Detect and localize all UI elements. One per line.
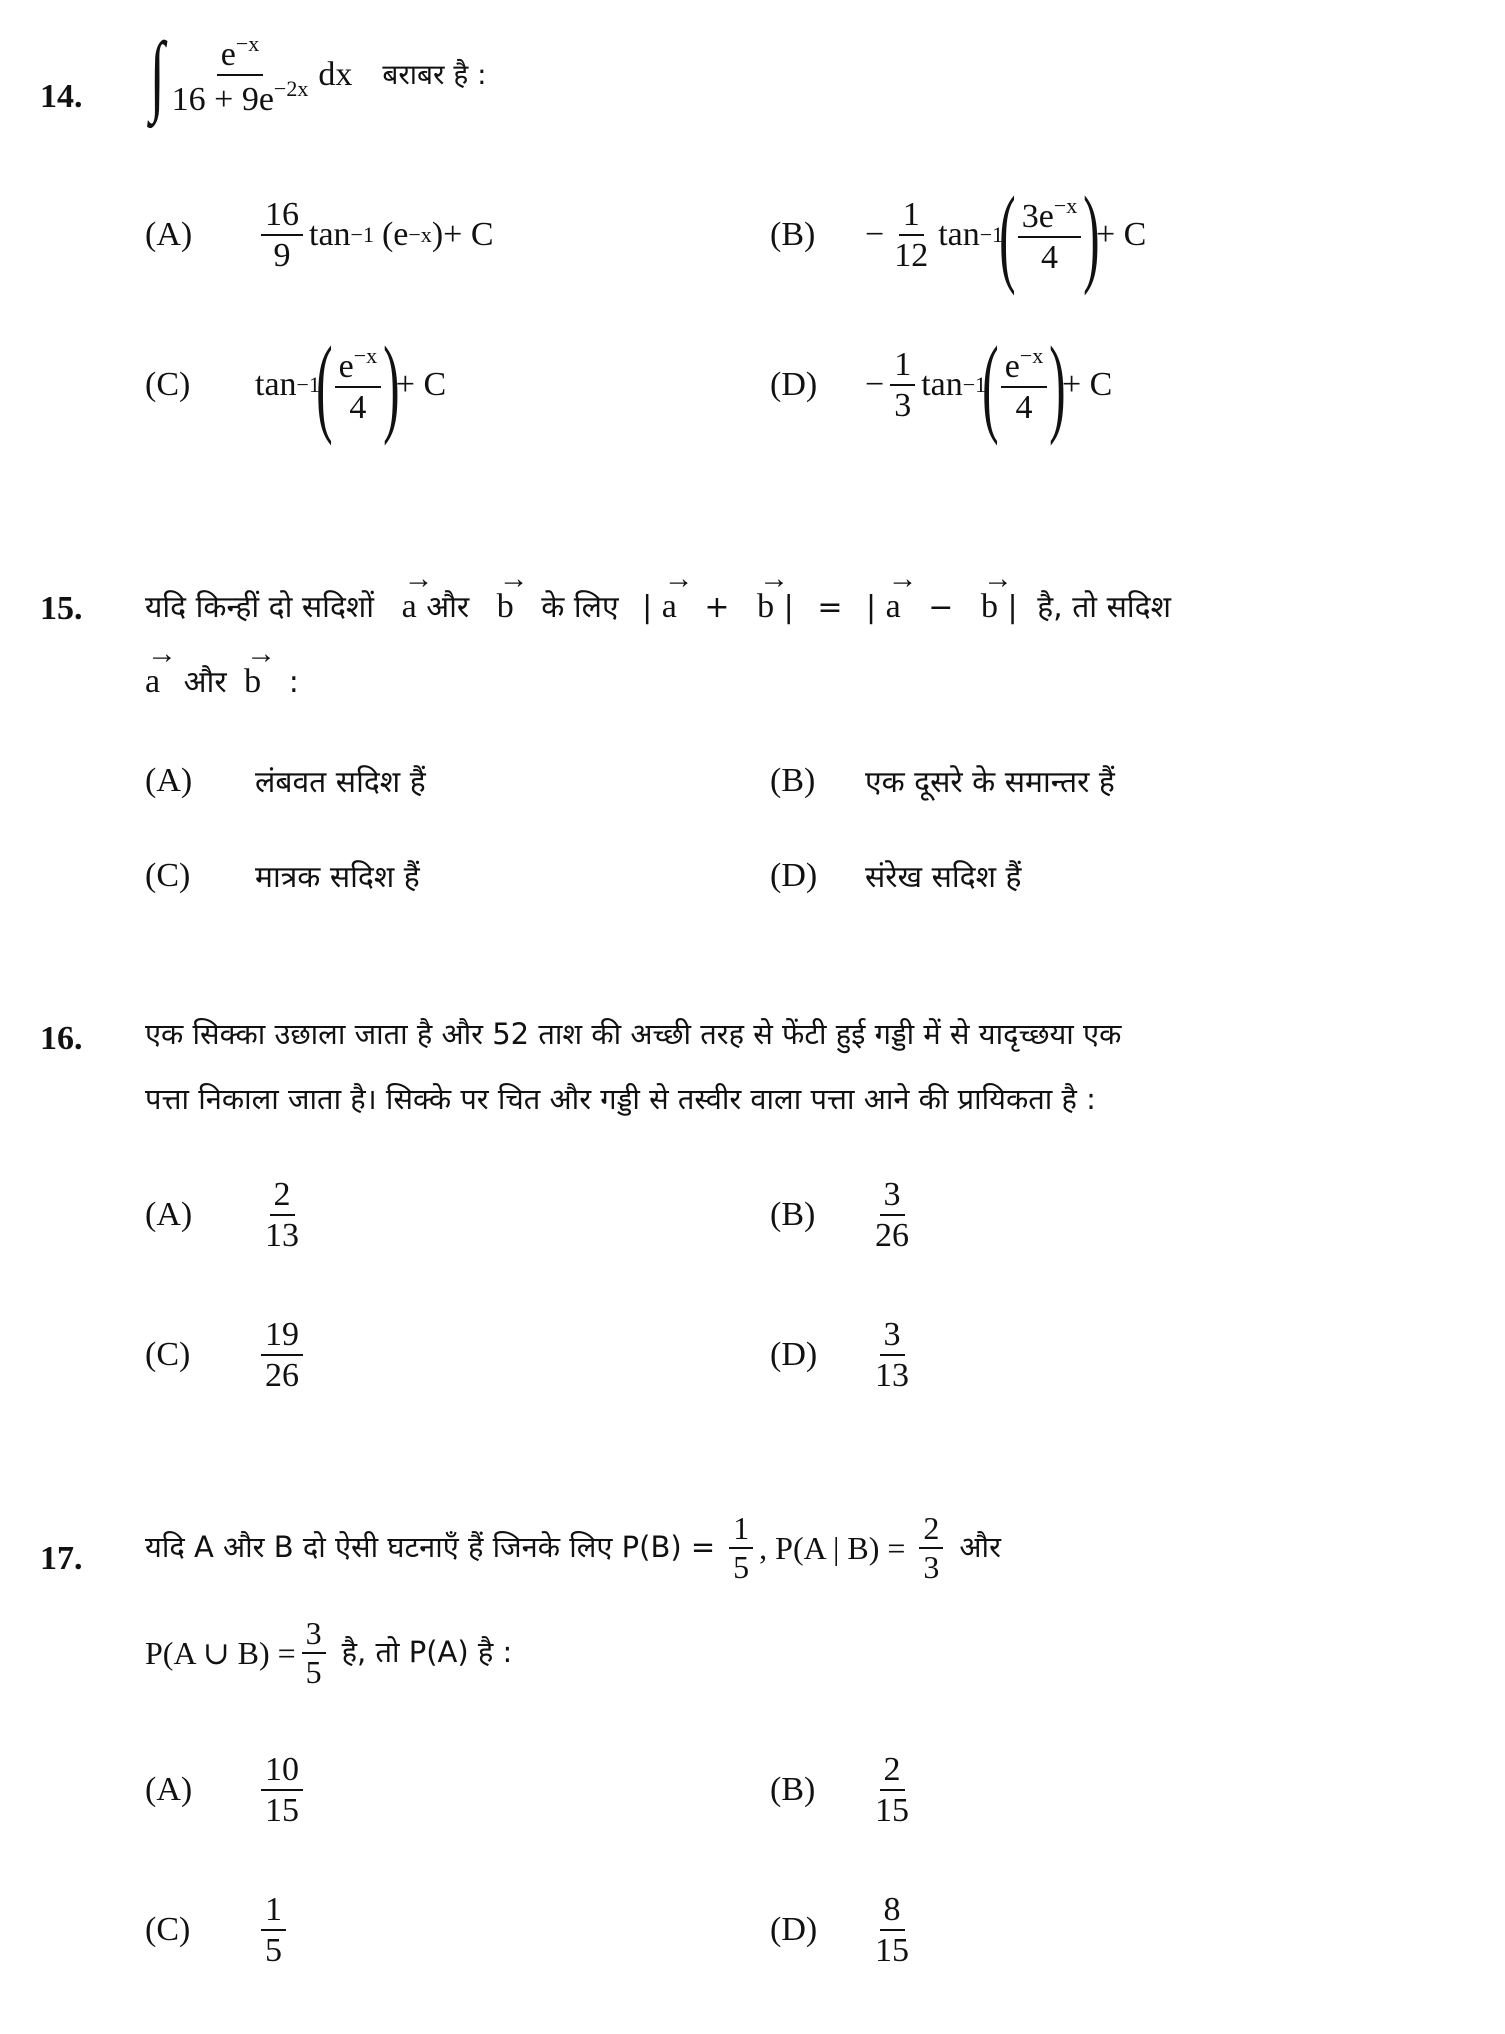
option-fraction <box>261 1750 303 1830</box>
abs-bar: | <box>783 590 794 625</box>
argument-fraction <box>335 343 382 427</box>
arg-exponent: −x <box>353 342 378 368</box>
arg-numerator: e <box>1004 347 1020 385</box>
option-label: (D) <box>770 1336 818 1374</box>
plus-sign: + <box>704 590 730 625</box>
numerator: 2 <box>919 1510 943 1549</box>
coef-numerator: 1 <box>899 195 924 236</box>
integral-sign: ∫ <box>149 25 165 124</box>
stem-text: है, तो P(A) है : <box>341 1635 513 1670</box>
denominator: 3 <box>923 1548 940 1585</box>
left-paren: ( <box>316 324 333 446</box>
pu-fraction <box>302 1615 326 1691</box>
fn: tan <box>921 366 963 403</box>
coefficient <box>890 345 915 425</box>
fn-exponent: −1 <box>979 222 1004 247</box>
option-label: (D) <box>770 366 818 403</box>
pb-fraction <box>729 1510 753 1586</box>
right-paren: ) <box>383 324 400 446</box>
abs-bar: | <box>1007 590 1018 625</box>
left-paren: ( <box>999 174 1016 296</box>
denominator: 5 <box>733 1548 750 1585</box>
option-label: (B) <box>770 1771 816 1809</box>
dx: dx <box>318 56 353 93</box>
option-b[interactable] <box>770 174 1147 296</box>
fn: tan <box>309 216 351 253</box>
arg-close: ) <box>431 216 444 253</box>
denominator: 26 <box>265 1357 299 1395</box>
arg-exponent: −x <box>1053 192 1078 218</box>
constant: + C <box>1095 216 1147 253</box>
fn-exponent: −1 <box>350 222 374 247</box>
vector-a: → a <box>402 590 417 624</box>
coef-denominator: 12 <box>894 237 929 274</box>
right-paren: ) <box>1049 324 1066 446</box>
vector-a: → a <box>145 665 160 699</box>
vector-b: → b <box>981 590 998 624</box>
option-c[interactable] <box>145 855 420 896</box>
argument-fraction <box>1018 193 1082 277</box>
option-text: संरेख सदिश हैं <box>865 860 1022 895</box>
stem-text: P(A ∪ B) = <box>145 1634 296 1671</box>
numerator: 1 <box>729 1510 753 1549</box>
numerator: 19 <box>261 1315 303 1356</box>
numerator: 3 <box>880 1315 905 1356</box>
option-text: एक दूसरे के समान्तर हैं <box>865 765 1115 800</box>
colon: : <box>288 665 299 700</box>
option-label: (C) <box>145 366 191 403</box>
vector-b: → b <box>757 590 774 624</box>
sign: − <box>865 366 885 403</box>
option-label: (B) <box>770 761 816 799</box>
option-c[interactable] <box>145 1315 309 1395</box>
arg-numerator: e <box>338 347 354 385</box>
numerator: e <box>220 35 236 73</box>
numerator: 2 <box>880 1750 905 1791</box>
option-text: लंबवत सदिश हैं <box>255 765 426 800</box>
option-fraction <box>871 1750 913 1830</box>
abs-bar: | <box>866 590 877 625</box>
stem-text: और <box>183 665 227 700</box>
coef-denominator: 9 <box>273 237 291 274</box>
coef-numerator: 1 <box>890 345 915 386</box>
numerator: 8 <box>880 1890 905 1931</box>
coefficient <box>261 195 303 275</box>
question-stem-line-2 <box>145 1615 512 1691</box>
denominator: 5 <box>305 1653 322 1690</box>
fn: tan <box>938 216 980 253</box>
stem-text: है, तो सदिश <box>1037 590 1171 625</box>
option-c[interactable] <box>145 1890 292 1970</box>
question-stem-line-1 <box>145 590 1171 624</box>
option-d[interactable] <box>770 855 1021 896</box>
argument-fraction <box>1001 343 1048 427</box>
option-label: (C) <box>145 1336 191 1374</box>
option-label: (A) <box>145 216 193 253</box>
option-b[interactable] <box>770 1750 919 1830</box>
stem-text: और <box>426 590 470 625</box>
arg-numerator: 3e <box>1021 197 1054 235</box>
option-fraction <box>261 1315 303 1395</box>
constant: + C <box>443 216 494 253</box>
arg-denominator: 4 <box>1041 239 1059 276</box>
option-d[interactable] <box>770 1315 919 1395</box>
stem-text: और <box>959 1530 1001 1565</box>
option-text: मात्रक सदिश हैं <box>255 860 420 895</box>
option-label: (B) <box>770 216 816 253</box>
option-fraction <box>261 1890 286 1970</box>
equals-sign: = <box>817 590 843 625</box>
option-d[interactable] <box>770 1890 919 1970</box>
arg-exponent: −x <box>1019 342 1044 368</box>
option-label: (C) <box>145 1911 191 1949</box>
option-label: (A) <box>145 761 193 799</box>
vector-a: → a <box>662 590 677 624</box>
denominator-exponent: −2x <box>273 76 309 101</box>
fn-exponent: −1 <box>962 372 987 397</box>
coef-numerator: 16 <box>261 195 303 236</box>
question-stem-line-1: एक सिक्का उछाला जाता है और 52 ताश की अच्छी तरह से फेंटी हुई गड्डी में से यादृच्छया एक <box>145 1017 1122 1051</box>
stem-text: यदि A और B दो ऐसी घटनाएँ हैं जिनके लिए P(B) = <box>145 1530 716 1565</box>
left-paren: ( <box>982 324 999 446</box>
minus-sign: − <box>928 590 954 625</box>
option-d[interactable] <box>770 324 1113 446</box>
denominator: 16 + 9e <box>171 81 274 118</box>
question-stem-line-1 <box>145 1510 1001 1586</box>
denominator: 15 <box>875 1792 909 1830</box>
numerator: 1 <box>261 1890 286 1931</box>
numerator: 2 <box>270 1175 295 1216</box>
question-number: 16. <box>40 1020 83 1057</box>
right-paren: ) <box>1083 174 1100 296</box>
option-a[interactable] <box>145 1750 309 1830</box>
numerator: 10 <box>261 1750 303 1791</box>
fn: tan <box>255 366 297 403</box>
sign: − <box>865 216 885 253</box>
integrand-fraction <box>168 31 313 119</box>
fn-exponent: −1 <box>296 372 320 397</box>
denominator: 5 <box>265 1932 282 1970</box>
stem-tail: बराबर है : <box>382 58 487 91</box>
option-a[interactable] <box>145 760 426 801</box>
question-number: 17. <box>40 1540 83 1577</box>
option-fraction <box>871 1315 913 1395</box>
denominator: 26 <box>875 1217 909 1255</box>
option-label: (B) <box>770 1196 816 1234</box>
option-label: (A) <box>145 1196 193 1234</box>
coefficient <box>890 195 932 275</box>
arg-denominator: 4 <box>349 389 367 426</box>
vector-b: → b <box>244 665 261 699</box>
abs-bar: | <box>642 590 653 625</box>
constant: + C <box>1061 366 1113 403</box>
question-number: 15. <box>40 590 83 627</box>
option-label: (A) <box>145 1771 193 1809</box>
option-label: (D) <box>770 856 818 894</box>
option-fraction <box>871 1175 913 1255</box>
option-fraction <box>871 1890 913 1970</box>
question-stem <box>145 25 487 124</box>
numerator-exponent: −x <box>235 30 260 56</box>
constant: + C <box>395 366 447 403</box>
option-label: (D) <box>770 1911 818 1949</box>
option-fraction <box>261 1175 303 1255</box>
stem-text: , P(A | B) = <box>759 1529 906 1566</box>
denominator: 13 <box>875 1357 909 1395</box>
denominator: 15 <box>265 1792 299 1830</box>
option-label: (C) <box>145 856 191 894</box>
stem-text: यदि किन्हीं दो सदिशों <box>145 590 375 625</box>
arg: (e <box>381 216 409 253</box>
option-a[interactable] <box>145 180 494 290</box>
numerator: 3 <box>302 1615 326 1654</box>
arg-exponent: −x <box>408 222 432 247</box>
option-c[interactable] <box>145 324 447 446</box>
vector-a: → a <box>886 590 901 624</box>
option-b[interactable] <box>770 760 1115 801</box>
numerator: 3 <box>880 1175 905 1216</box>
option-a[interactable] <box>145 1175 309 1255</box>
coef-denominator: 3 <box>894 387 912 424</box>
vector-b: → b <box>497 590 514 624</box>
denominator: 15 <box>875 1932 909 1970</box>
question-number: 14. <box>40 78 83 115</box>
denominator: 13 <box>265 1217 299 1255</box>
question-stem-line-2: पत्ता निकाला जाता है। सिक्के पर चित और गड्डी से तस्वीर वाला पत्ता आने की प्रायिकता है : <box>145 1082 1096 1116</box>
pab-fraction <box>919 1510 943 1586</box>
option-b[interactable] <box>770 1175 919 1255</box>
stem-text: के लिए <box>541 590 619 625</box>
arg-denominator: 4 <box>1015 389 1033 426</box>
question-stem-line-2 <box>145 665 299 699</box>
